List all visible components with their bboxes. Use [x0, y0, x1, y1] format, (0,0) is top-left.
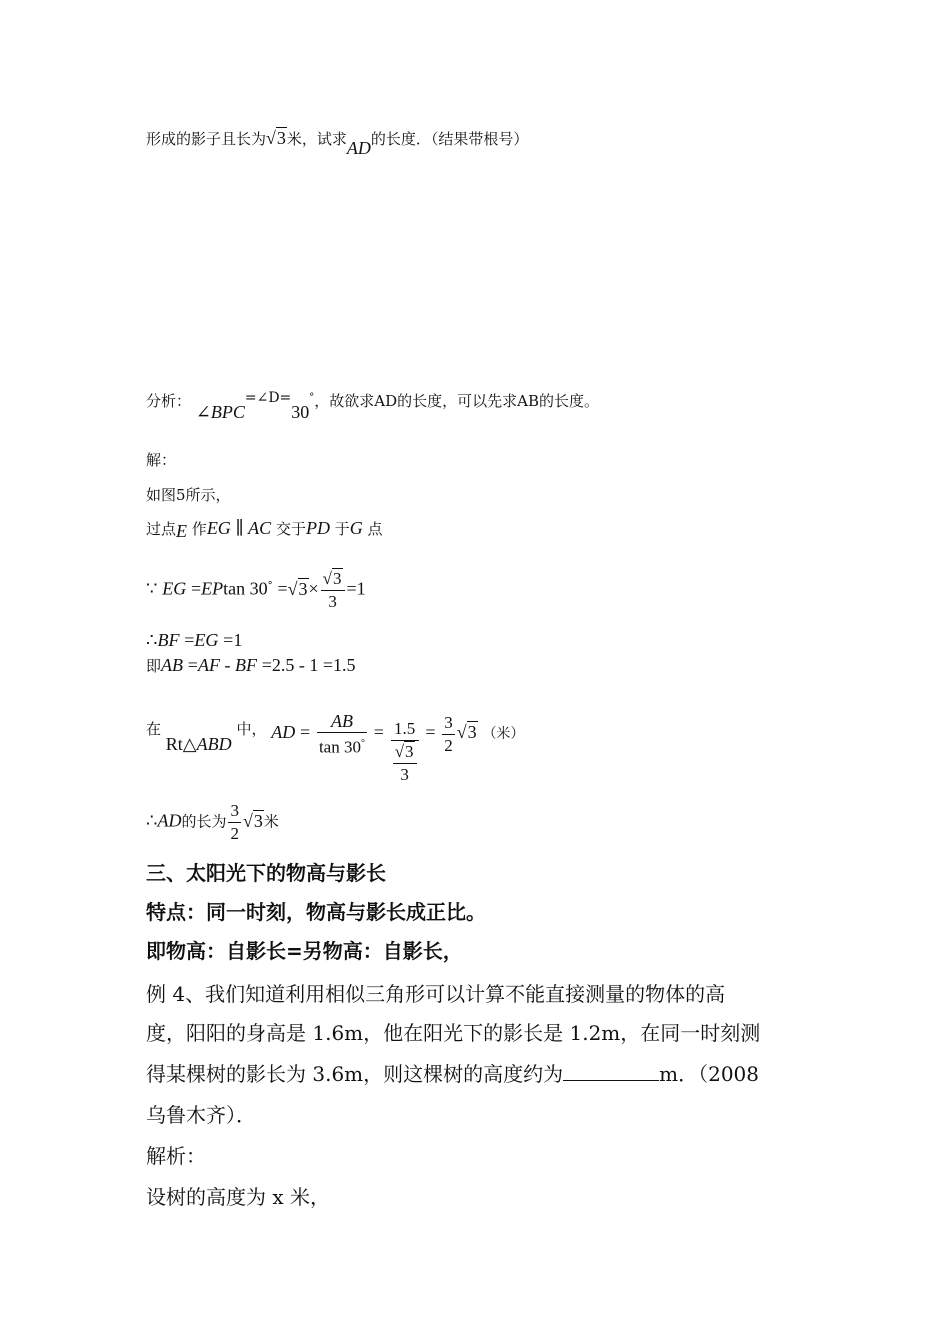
- since-equation: ∵ EG =EPtan 30° =√3× $\frac{√3}{3}$ =1: [146, 569, 366, 611]
- example-line-4: 乌鲁木齐）．: [146, 1103, 256, 1127]
- figure-ref: 如图5所示，: [146, 486, 231, 504]
- analysis-label: 解析：: [146, 1144, 206, 1168]
- ratio-line: 即物高：自影长=另物高：自影长，: [146, 939, 463, 963]
- fraction-root3-over-3: $\frac{√3}{3}$: [321, 568, 345, 613]
- analysis-line: 分析： ∠BPC=∠D=30°，故欲求AD的长度，可以先求AB的长度。: [146, 390, 600, 422]
- solution-label: 解：: [146, 451, 177, 469]
- ab-equation: 即AB =AF - BF =2.5 - 1 =1.5: [146, 655, 356, 675]
- rt-equation: 在 Rt△ABD 中， AD = $\frac{AB}{\tan 30^\circ}$ = $\frac{1.5}{\frac{√3}{3}}$ = $\frac{3}{2}$ √3 （米）: [146, 710, 525, 784]
- fraction-ab-over-tan30: $\frac{AB}{\tan 30^\circ}$: [318, 710, 365, 757]
- answer-blank[interactable]: [563, 1062, 659, 1081]
- feature-line: 特点：同一时刻，物高与影长成正比。: [146, 900, 486, 924]
- problem-tail: 形成的影子且长为√3米，试求AD的长度．（结果带根号）: [146, 128, 529, 158]
- example-line-2: 度，阳阳的身高是 1.6m，他在阳光下的影长是 1.2m，在同一时刻测: [146, 1021, 761, 1045]
- bf-equation: ∴BF =EG =1: [146, 630, 243, 650]
- let-line: 设树的高度为 x 米，: [146, 1185, 330, 1209]
- fraction-1.5-over-root3-over-3: $\frac{1.5}{\frac{√3}{3}}$: [391, 718, 419, 786]
- example-line-3: 得某棵树的影长为 3.6m，则这棵树的高度约为 m．（2008: [146, 1062, 760, 1086]
- fraction-3-over-2: $\frac{3}{2}$: [444, 712, 453, 755]
- conclusion-line: ∴AD的长为 $\frac{3}{2}$ √3米: [146, 801, 279, 843]
- fraction-3-over-2: $\frac{3}{2}$: [230, 801, 239, 843]
- example-line-1: 例 4、我们知道利用相似三角形可以计算不能直接测量的物体的高: [146, 982, 726, 1006]
- sqrt-3: √3: [266, 128, 286, 148]
- section-heading: 三、太阳光下的物高与影长: [146, 861, 386, 885]
- construction-line: 过点E 作EG ∥ AC 交于PD 于G 点: [146, 518, 383, 541]
